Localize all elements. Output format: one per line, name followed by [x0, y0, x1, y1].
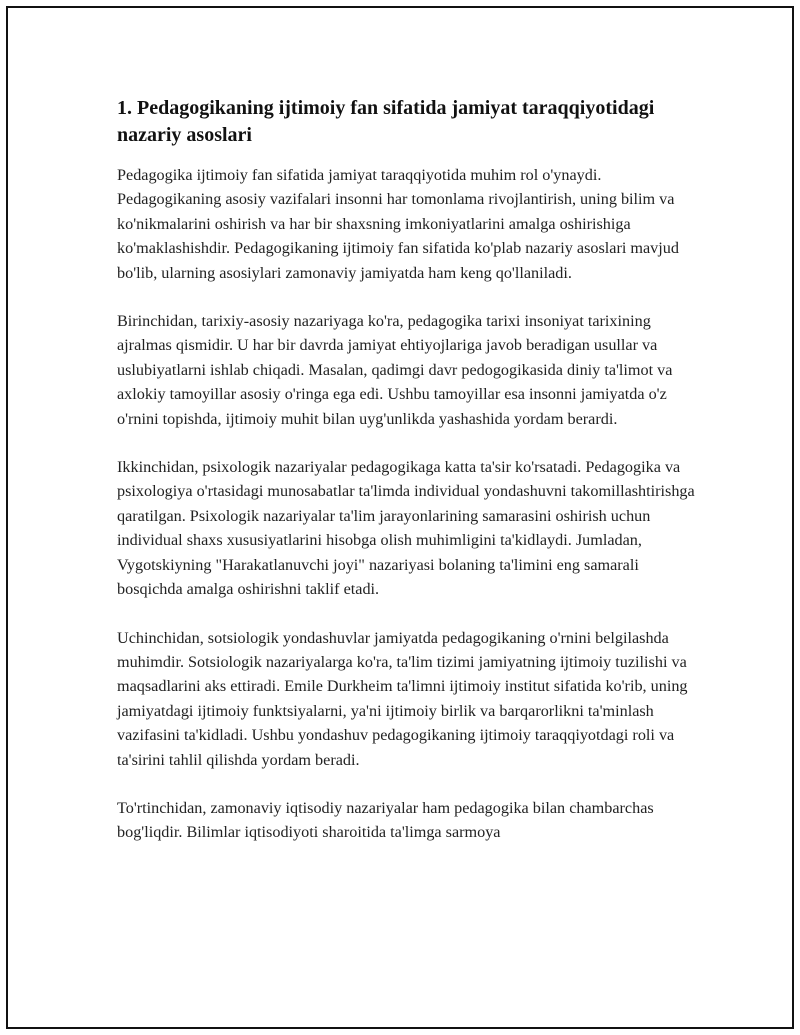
paragraph-5: To'rtinchidan, zamonaviy iqtisodiy nazariyalar ham pedagogika bilan chambarchas bog'liqdir. Bilimlar iqtisodiyoti sharoitida ta'limga sarmoya	[117, 798, 654, 842]
section-heading: 1. Pedagogikaning ijtimoiy fan sifatida jamiyat taraqqiyotidagi nazariy asoslari	[117, 97, 655, 146]
document-body	[117, 95, 707, 869]
paragraph-2: Birinchidan, tarixiy-asosiy nazariyaga ko'ra, pedagogika tarixi insoniyat tarixining ajralmas qismidir. U har bir davrda jamiyat ehtiyojlariga javob beradigan usullar va uslubiyatlarni ishlab chiqadi. Masalan, qadimgi davr pedogogikasida diniy ta'limot va axlokiy tamoyillar asosiy o'ringa ega edi. Ushbu tamoyillar esa insonni jamiyatda o'z o'rnini topishda, ijtimoiy muhit bilan uyg'unlikda yashashida yordam berardi.	[117, 312, 673, 428]
paragraph-3: Ikkinchidan, psixologik nazariyalar pedagogikaga katta ta'sir ko'rsatadi. Pedagogika va psixologiya o'rtasidagi munosabatlar ta'limda individual yondashuvni takomillashtirishga qaratilgan. Psixologik nazariyalar ta'lim jarayonlarining samarasini oshirish uchun individual shaxs xususiyatlarini hisobga olish muhimligini ta'kidlaydi. Jumladan, Vygotskiyning "Harakatlanuvchi joyi" nazariyasi bolaning ta'limini eng samarali bosqichda amalga oshirishni taklif etadi.	[117, 458, 695, 599]
paragraph-1: Pedagogika ijtimoiy fan sifatida jamiyat taraqqiyotida muhim rol o'ynaydi. Pedagogikaning asosiy vazifalari insonni har tomonlama rivojlantirish, uning bilim va ko'nikmalarini oshirish va har bir shaxsning imkoniyatlarini amalga oshirishiga ko'maklashishdir. Pedagogikaning ijtimoiy fan sifatida ko'plab nazariy asoslari mavjud bo'lib, ularning asosiylari zamonaviy jamiyatda ham keng qo'llaniladi.	[117, 166, 679, 282]
paragraph-4: Uchinchidan, sotsiologik yondashuvlar jamiyatda pedagogikaning o'rnini belgilashda muhimdir. Sotsiologik nazariyalarga ko'ra, ta'lim tizimi jamiyatning ijtimoiy tuzilishi va maqsadlarini aks ettiradi. Emile Durkheim ta'limni ijtimoiy institut sifatida ko'rib, uning jamiyatdagi ijtimoiy funktsiyalarni, ya'ni ijtimoiy birlik va barqarorlikni ta'minlash vazifasini ta'kidladi. Ushbu yondashuv pedagogikaning ijtimoiy taraqqiyotdagi roli va ta'sirini tahlil qilishda yordam beradi.	[117, 628, 688, 769]
